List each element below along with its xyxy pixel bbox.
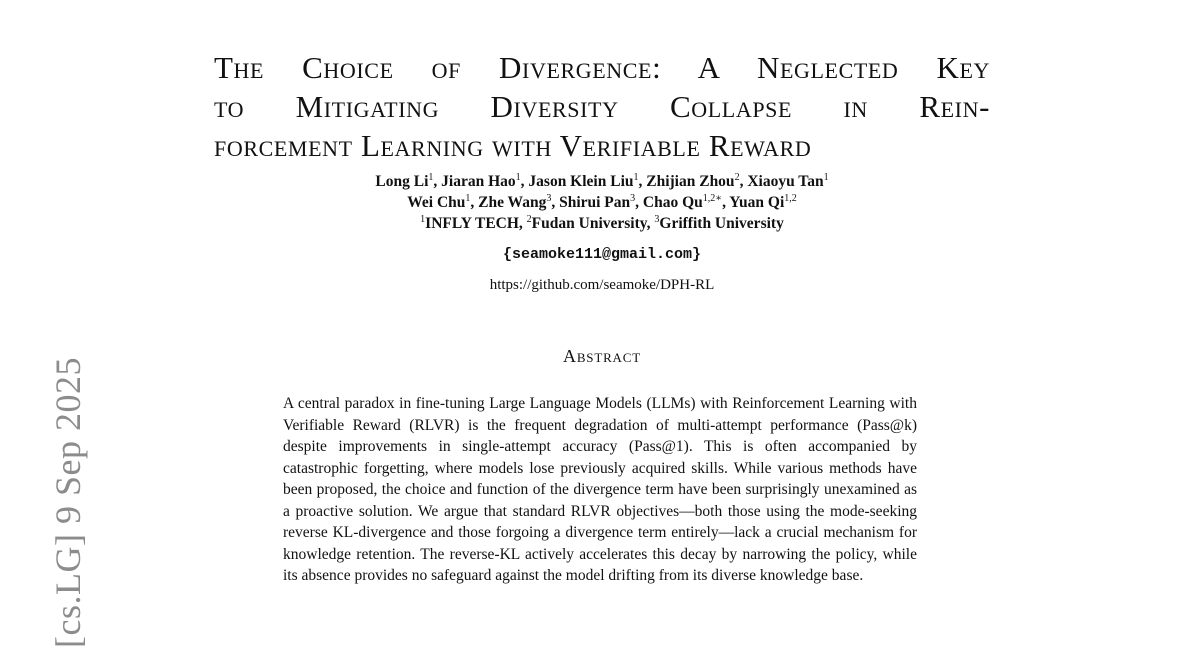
author-list bbox=[214, 171, 990, 234]
author-name: , Zhe Wang bbox=[470, 194, 547, 211]
affiliation-mark: 1,2 bbox=[784, 192, 797, 204]
author-name: , Zhijian Zhou bbox=[638, 173, 735, 190]
affiliation-mark: 1 bbox=[420, 213, 426, 225]
abstract-body: A central paradox in fine-tuning Large Language Models (LLMs) with Reinforcement Learning with Verifiable Reward (RLVR) is the frequent degradation of multi-attempt performance (Pass@k) despite improvements in single-attempt accuracy (Pass@1). This is often accompanied by catastrophic forgetting, where models lose previously acquired skills. While various methods have been proposed, the choice and function of the divergence term have been surprisingly unexamined as a proactive solution. We argue that standard RLVR objectives—both those using the mode-seeking reverse KL-divergence and those forgoing a divergence term entirely—lack a crucial mechanism for knowledge retention. The reverse-KL actively accelerates this decay by narrowing the policy, while its absence provides no safeguard against the model drifting from its diverse knowledge base. bbox=[283, 395, 917, 584]
affiliation-mark: 2 bbox=[734, 171, 740, 183]
arxiv-identifier-stamp: [cs.LG] 9 Sep 2025 bbox=[48, 357, 88, 648]
affiliation-name: Fudan University, bbox=[531, 215, 655, 232]
author-name: , Jiaran Hao bbox=[433, 173, 516, 190]
author-line bbox=[214, 171, 990, 192]
author-name: , Shirui Pan bbox=[551, 194, 631, 211]
affiliation-name: Griffith University bbox=[659, 215, 784, 232]
author-name: Long Li bbox=[375, 173, 429, 190]
affiliation-mark: 1 bbox=[633, 171, 639, 183]
title-line: to Mitigating Diversity Collapse in Rein- bbox=[214, 89, 990, 124]
author-name: , Xiaoyu Tan bbox=[739, 173, 824, 190]
affiliation-mark: 3 bbox=[546, 192, 552, 204]
affiliation-line bbox=[214, 213, 990, 234]
affiliation-name: INFLY TECH, bbox=[425, 215, 527, 232]
affiliation-mark: 1 bbox=[428, 171, 434, 183]
title-line: forcement Learning with Verifiable Reward bbox=[214, 128, 812, 163]
author-line bbox=[214, 192, 990, 213]
affiliation-mark: 2 bbox=[526, 213, 532, 225]
author-name: , Jason Klein Liu bbox=[520, 173, 634, 190]
paper-title bbox=[214, 48, 990, 165]
affiliation-mark: 1 bbox=[515, 171, 521, 183]
repository-link[interactable]: https://github.com/seamoke/DPH-RL bbox=[489, 277, 715, 293]
contact-email[interactable]: {seamoke111@gmail.com} bbox=[502, 246, 702, 263]
affiliation-mark: 1,2∗ bbox=[702, 192, 723, 204]
author-name: Wei Chu bbox=[407, 194, 466, 211]
affiliation-mark: 1 bbox=[823, 171, 829, 183]
author-name: , Yuan Qi bbox=[722, 194, 785, 211]
affiliation-mark: 3 bbox=[630, 192, 636, 204]
abstract-heading: Abstract bbox=[563, 346, 641, 366]
author-name: , Chao Qu bbox=[635, 194, 703, 211]
affiliation-mark: 3 bbox=[654, 213, 660, 225]
paper-header bbox=[214, 48, 990, 584]
affiliation-mark: 1 bbox=[465, 192, 471, 204]
title-line: The Choice of Divergence: A Neglected Key bbox=[214, 50, 990, 85]
